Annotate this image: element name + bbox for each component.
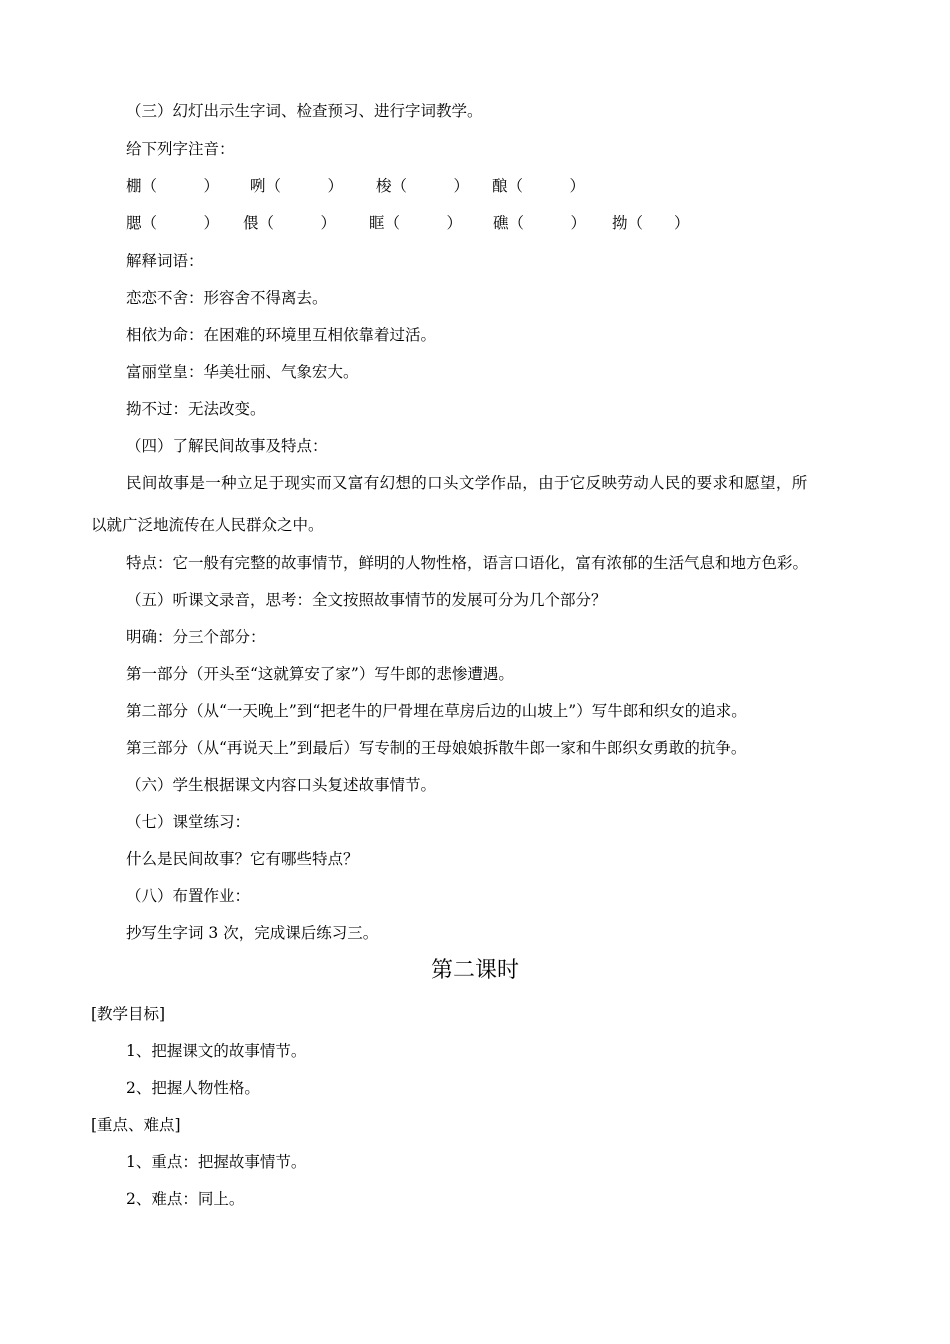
pinyin-item: 拗（ ） — [612, 214, 690, 232]
explain-item: 恋恋不舍：形容舍不得离去。 — [126, 289, 328, 307]
section-title: 第二课时 — [430, 958, 519, 983]
homework-text: 抄写生字词 3 次，完成课后练习三。 — [126, 924, 379, 942]
pinyin-item: 眶（ ） — [369, 214, 463, 232]
pinyin-item: 礁（ ） — [493, 214, 587, 232]
step-3-heading: （三）幻灯出示生字词、检查预习、进行字词教学。 — [126, 102, 483, 120]
step-6-heading: （六）学生根据课文内容口头复述故事情节。 — [126, 776, 437, 794]
pinyin-item: 咧（ ） — [250, 177, 344, 195]
explain-item: 相依为命：在困难的环境里互相依靠着过活。 — [126, 326, 437, 344]
key-point-item: 2、难点：同上。 — [126, 1190, 245, 1208]
key-point-item: 1、重点：把握故事情节。 — [126, 1153, 307, 1171]
goals-heading: [教学目标] — [91, 1005, 166, 1023]
folk-definition-line-1: 民间故事是一种立足于现实而又富有幻想的口头文学作品，由于它反映劳动人民的要求和愿望，所 — [126, 474, 808, 492]
goal-item: 2、把握人物性格。 — [126, 1079, 260, 1097]
step-7-heading: （七）课堂练习： — [126, 813, 251, 831]
explain-intro: 解释词语： — [126, 252, 204, 270]
pinyin-item: 偎（ ） — [243, 214, 337, 232]
folk-definition-line-2: 以就广泛地流传在人民群众之中。 — [91, 516, 324, 534]
explain-item: 拗不过：无法改变。 — [126, 400, 266, 418]
step-4-heading: （四）了解民间故事及特点： — [126, 437, 328, 455]
pinyin-item: 棚（ ） — [126, 177, 220, 195]
exercise-question: 什么是民间故事？它有哪些特点？ — [126, 850, 359, 868]
step-5-heading: （五）听课文录音，思考：全文按照故事情节的发展可分为几个部分？ — [126, 591, 607, 609]
folk-features: 特点：它一般有完整的故事情节，鲜明的人物性格，语言口语化，富有浓郁的生活气息和地方色彩。 — [126, 554, 809, 572]
key-points-heading: [重点、难点] — [91, 1116, 181, 1134]
part-description: 第三部分（从“再说天上”到最后）写专制的王母娘娘拆散牛郎一家和牛郎织女勇敢的抗争。 — [126, 739, 747, 757]
pinyin-intro: 给下列字注音： — [126, 140, 235, 158]
goal-item: 1、把握课文的故事情节。 — [126, 1042, 307, 1060]
part-description: 第二部分（从“一天晚上”到“把老牛的尸骨埋在草房后边的山坡上”）写牛郎和织女的追求。 — [126, 702, 747, 720]
pinyin-item: 梭（ ） — [376, 177, 470, 195]
step-8-heading: （八）布置作业： — [126, 887, 251, 905]
explain-item: 富丽堂皇：华美壮丽、气象宏大。 — [126, 363, 359, 381]
pinyin-item: 酿（ ） — [492, 177, 586, 195]
clarify-text: 明确：分三个部分： — [126, 628, 266, 646]
part-description: 第一部分（开头至“这就算安了家”）写牛郎的悲惨遭遇。 — [126, 665, 514, 683]
pinyin-item: 腮（ ） — [126, 214, 220, 232]
